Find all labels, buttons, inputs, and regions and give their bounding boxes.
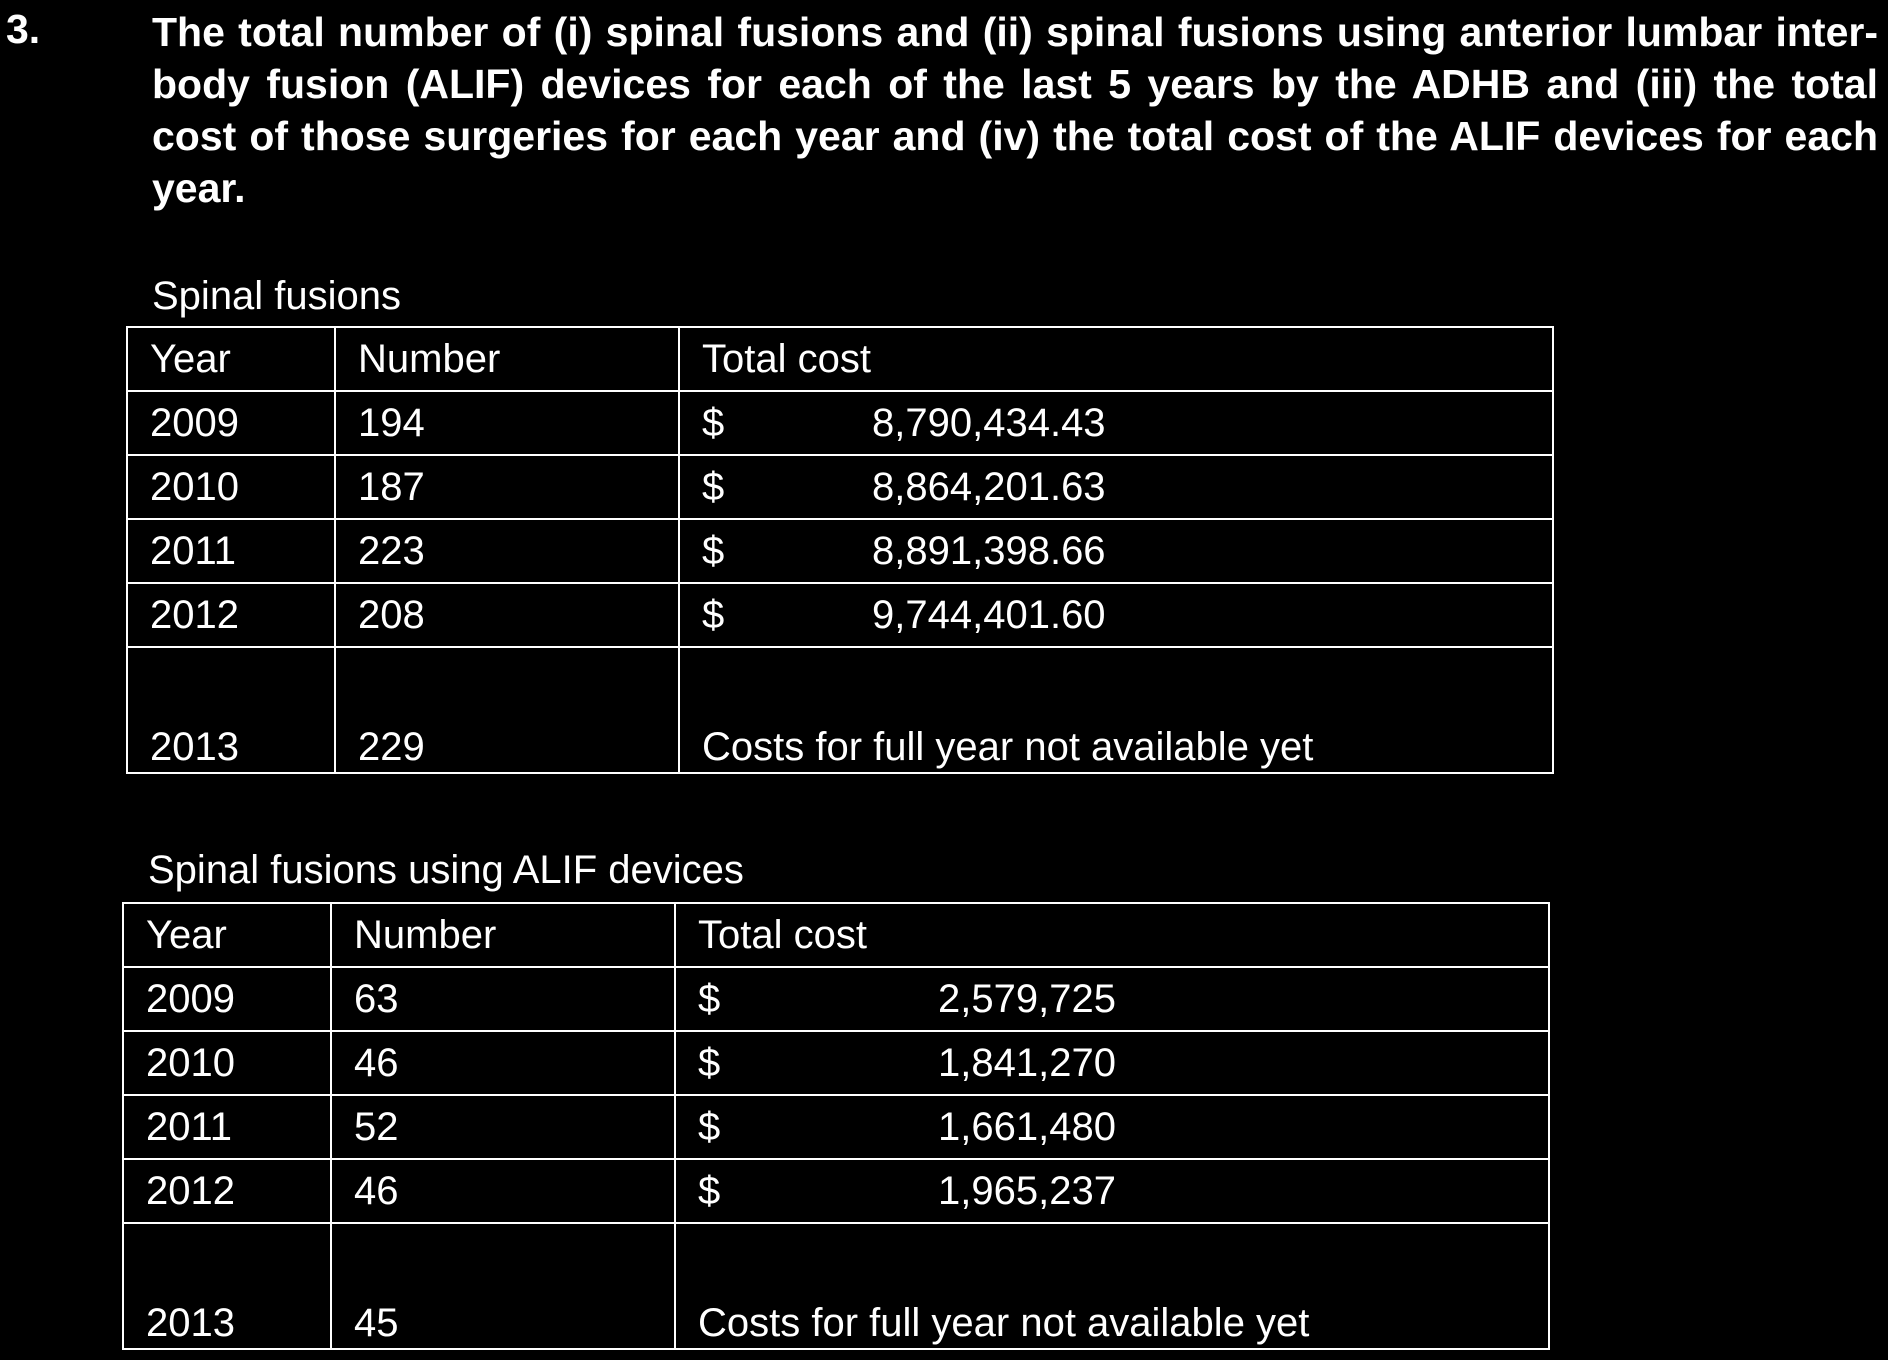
number-cell: 223 [335,519,679,583]
cost-amount: 8,864,201.63 [872,464,1106,509]
cost-amount: 8,790,434.43 [872,400,1106,445]
cost-note-cell: Costs for full year not available yet [675,1223,1549,1349]
year-cell: 2013 [127,647,335,773]
cost-amount: 1,965,237 [938,1168,1116,1213]
table-row [123,967,1549,1031]
header-number: Number [331,903,675,967]
year-cell: 2010 [123,1031,331,1095]
cost-amount: 9,744,401.60 [872,592,1106,637]
year-cell: 2013 [123,1223,331,1349]
cost-cell [679,391,1553,455]
cost-note-cell: Costs for full year not available yet [679,647,1553,773]
currency-symbol: $ [698,976,721,1021]
number-cell: 229 [335,647,679,773]
currency-symbol: $ [698,1040,721,1085]
table-row [127,583,1553,647]
cost-cell [679,583,1553,647]
table-header-row [127,327,1553,391]
table-caption-alif: Spinal fusions using ALIF devices [148,848,744,892]
table-row [127,647,1553,773]
currency-symbol: $ [702,528,725,573]
number-cell: 63 [331,967,675,1031]
table-header-row [123,903,1549,967]
question-number: 3. [6,6,41,52]
cost-cell [675,1095,1549,1159]
cost-cell [675,1159,1549,1223]
year-cell: 2011 [123,1095,331,1159]
currency-symbol: $ [698,1104,721,1149]
currency-symbol: $ [702,400,725,445]
number-cell: 46 [331,1159,675,1223]
spinal-fusions-table [126,326,1554,774]
cost-cell [675,1031,1549,1095]
table-caption-spinal-fusions: Spinal fusions [152,274,402,318]
cost-cell [679,455,1553,519]
table-row [123,1095,1549,1159]
number-cell: 46 [331,1031,675,1095]
header-year: Year [123,903,331,967]
table-row [123,1159,1549,1223]
table-row [123,1223,1549,1349]
currency-symbol: $ [698,1168,721,1213]
year-cell: 2009 [123,967,331,1031]
header-number: Number [335,327,679,391]
number-cell: 208 [335,583,679,647]
currency-symbol: $ [702,592,725,637]
table-row [127,519,1553,583]
number-cell: 194 [335,391,679,455]
year-cell: 2012 [127,583,335,647]
year-cell: 2009 [127,391,335,455]
question-text: The total number of (i) spinal fusions and (ii) spinal fusions using anterior lumbar inter-body fusion (ALIF) devices for each of the last 5 years by the ADHB and (iii) the total cost of those surgeries for each year and (iv) the total cost of the ALIF devices for each year. [152,9,1878,211]
currency-symbol: $ [702,464,725,509]
number-cell: 187 [335,455,679,519]
header-total-cost: Total cost [679,327,1553,391]
year-cell: 2012 [123,1159,331,1223]
table-row [123,1031,1549,1095]
number-cell: 52 [331,1095,675,1159]
alif-fusions-table [122,902,1550,1350]
year-cell: 2010 [127,455,335,519]
cost-amount: 8,891,398.66 [872,528,1106,573]
year-cell: 2011 [127,519,335,583]
table-row [127,391,1553,455]
cost-amount: 1,841,270 [938,1040,1116,1085]
table-row [127,455,1553,519]
cost-amount: 1,661,480 [938,1104,1116,1149]
header-total-cost: Total cost [675,903,1549,967]
cost-cell [679,519,1553,583]
header-year: Year [127,327,335,391]
number-cell: 45 [331,1223,675,1349]
cost-amount: 2,579,725 [938,976,1116,1021]
cost-cell [675,967,1549,1031]
